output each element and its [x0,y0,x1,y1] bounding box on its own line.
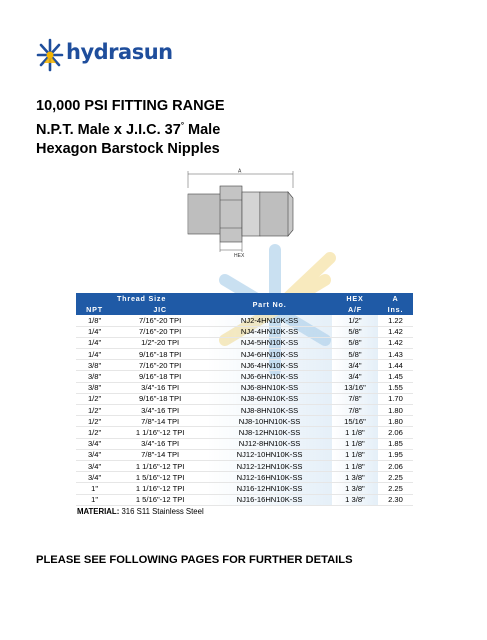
cell-part: NJ16-16HN10K-SS [207,494,332,505]
cell-a: 1.43 [378,349,413,360]
material-label: MATERIAL: [77,507,120,516]
cell-npt: 3/8" [76,360,113,371]
table-row [76,360,413,371]
cell-jic: 3/4"-16 TPI [113,382,207,393]
cell-part: NJ8-12HN10K-SS [207,427,332,438]
cell-a: 1.42 [378,326,413,337]
cell-part: NJ8-10HN10K-SS [207,416,332,427]
cell-hex: 1 1/8" [332,427,378,438]
cell-hex: 1 3/8" [332,483,378,494]
cell-hex: 3/4" [332,360,378,371]
cell-hex: 1 3/8" [332,472,378,483]
cell-npt: 3/8" [76,371,113,382]
cell-jic: 7/8"-14 TPI [113,449,207,460]
cell-hex: 1 1/8" [332,460,378,471]
table-row [76,315,413,326]
cell-a: 1.80 [378,416,413,427]
table-row [76,460,413,471]
cell-part: NJ4-5HN10K-SS [207,337,332,348]
table-row [76,438,413,449]
title-line-2: N.P.T. Male x J.I.C. 37° Male [36,121,221,138]
cell-npt: 1/2" [76,416,113,427]
cell-hex: 1 1/8" [332,438,378,449]
cell-jic: 1 1/16"-12 TPI [113,427,207,438]
cell-jic: 9/16"-18 TPI [113,349,207,360]
cell-a: 1.55 [378,382,413,393]
cell-a: 1.22 [378,315,413,326]
cell-part: NJ6-6HN10K-SS [207,371,332,382]
cell-hex: 1/2" [332,315,378,326]
cell-npt: 1" [76,483,113,494]
cell-jic: 7/16"-20 TPI [113,315,207,326]
cell-part: NJ16-12HN10K-SS [207,483,332,494]
cell-part: NJ8-8HN10K-SS [207,405,332,416]
cell-npt: 3/4" [76,449,113,460]
title-line-1: 10,000 PSI FITTING RANGE [36,98,225,114]
header-jic: JIC [113,304,207,315]
cell-part: NJ6-4HN10K-SS [207,360,332,371]
table-row [76,371,413,382]
cell-jic: 1 1/16"-12 TPI [113,483,207,494]
cell-a: 2.25 [378,472,413,483]
table-row [76,449,413,460]
cell-npt: 1/2" [76,427,113,438]
table-row [76,326,413,337]
cell-hex: 3/4" [332,371,378,382]
cell-hex: 5/8" [332,349,378,360]
cell-a: 1.44 [378,360,413,371]
cell-npt: 1/4" [76,337,113,348]
cell-hex: 5/8" [332,326,378,337]
cell-a: 2.30 [378,494,413,505]
title-line-3: Hexagon Barstock Nipples [36,140,220,157]
cell-npt: 1/2" [76,405,113,416]
table-row [76,405,413,416]
cell-npt: 3/8" [76,382,113,393]
cell-part: NJ8-6HN10K-SS [207,393,332,404]
cell-jic: 1 5/16"-12 TPI [113,472,207,483]
cell-jic: 1/2"-20 TPI [113,337,207,348]
table-row [76,416,413,427]
table-row [76,472,413,483]
cell-jic: 7/16"-20 TPI [113,360,207,371]
further-details-note: PLEASE SEE FOLLOWING PAGES FOR FURTHER DETAILS [36,554,353,566]
cell-jic: 7/8"-14 TPI [113,416,207,427]
table-row [76,337,413,348]
table-row [76,393,413,404]
material-value: 316 S11 Stainless Steel [119,507,204,516]
cell-part: NJ4-4HN10K-SS [207,326,332,337]
cell-npt: 1/8" [76,315,113,326]
header-hex-af: A/F [332,304,378,315]
hydrasun-logo [36,36,196,76]
brand-name: hydrasun [66,40,173,64]
header-npt: NPT [76,304,113,315]
dimension-a-label: A [238,168,242,175]
cell-npt: 1" [76,494,113,505]
cell-part: NJ12-12HN10K-SS [207,460,332,471]
cell-a: 1.85 [378,438,413,449]
cell-part: NJ6-8HN10K-SS [207,382,332,393]
cell-jic: 9/16"-18 TPI [113,371,207,382]
table-row [76,349,413,360]
cell-hex: 7/8" [332,393,378,404]
cell-a: 1.42 [378,337,413,348]
cell-hex: 13/16" [332,382,378,393]
cell-jic: 3/4"-16 TPI [113,438,207,449]
cell-a: 1.95 [378,449,413,460]
material-note [77,507,204,516]
table-row [76,382,413,393]
cell-npt: 3/4" [76,460,113,471]
cell-jic: 7/16"-20 TPI [113,326,207,337]
cell-npt: 1/4" [76,349,113,360]
cell-a: 2.06 [378,427,413,438]
star-burst-icon [36,38,64,72]
table-row [76,494,413,505]
header-part-no: Part No. [207,293,332,315]
cell-jic: 9/16"-18 TPI [113,393,207,404]
hex-label: HEX [234,253,245,258]
cell-part: NJ12-16HN10K-SS [207,472,332,483]
header-thread-size: Thread Size [76,293,207,304]
cell-hex: 7/8" [332,405,378,416]
header-hex: HEX [332,293,378,304]
cell-hex: 5/8" [332,337,378,348]
header-a: A [378,293,413,304]
cell-part: NJ2-4HN10K-SS [207,315,332,326]
cell-a: 1.70 [378,393,413,404]
cell-npt: 3/4" [76,472,113,483]
cell-a: 2.06 [378,460,413,471]
table-row [76,427,413,438]
fitting-spec-table [76,293,413,506]
header-a-ins: Ins. [378,304,413,315]
cell-part: NJ12-10HN10K-SS [207,449,332,460]
cell-part: NJ12-8HN10K-SS [207,438,332,449]
cell-a: 1.45 [378,371,413,382]
cell-a: 1.80 [378,405,413,416]
cell-npt: 3/4" [76,438,113,449]
cell-a: 2.25 [378,483,413,494]
cell-part: NJ4-6HN10K-SS [207,349,332,360]
page-title [36,97,225,159]
cell-npt: 1/2" [76,393,113,404]
cell-hex: 1 3/8" [332,494,378,505]
cell-jic: 1 5/16"-12 TPI [113,494,207,505]
cell-hex: 1 1/8" [332,449,378,460]
cell-jic: 3/4"-16 TPI [113,405,207,416]
cell-jic: 1 1/16"-12 TPI [113,460,207,471]
cell-hex: 15/16" [332,416,378,427]
table-row [76,483,413,494]
cell-npt: 1/4" [76,326,113,337]
